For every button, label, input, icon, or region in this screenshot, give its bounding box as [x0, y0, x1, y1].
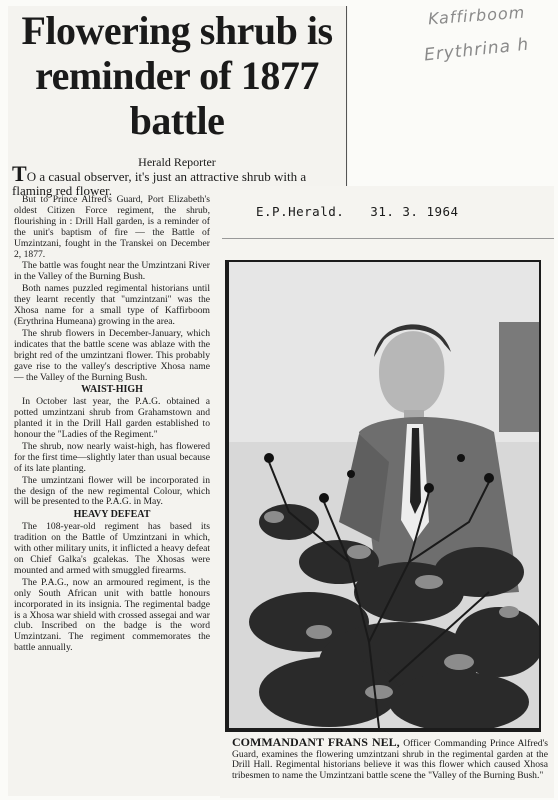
article-paragraph: The P.A.G., now an armoured regiment, is the only South African unit with battle honours incorporated in its insignia. The regimental badge is a Xhosa war shield with crossed assegai and war club. Inscribed on the badge is the word Umzintzani. The regiment commemorates the battle annually.	[14, 576, 210, 654]
article-paragraph: The 108-year-old regiment has based its tradition on the Battle of Umzintzani in which, with other military units, it inflicted a heavy defeat on Chief Galka's gcalekas. The Xhosas were mounted and armed with smuggled firearms.	[14, 521, 210, 576]
article-subhead: WAIST-HIGH	[81, 384, 143, 396]
dateline	[256, 204, 459, 219]
caption-lead: COMMANDANT FRANS NEL,	[232, 735, 400, 749]
handwritten-note-2: Erythrina h	[423, 34, 531, 66]
clipping-edge-rule	[346, 6, 347, 186]
dateline-paper: E.P.Herald.	[256, 204, 345, 219]
article-body	[14, 195, 210, 655]
article-paragraph: In October last year, the P.A.G. obtained a potted umzintzani shrub from Grahamstown and planted it in the Drill Hall garden established to honour the "Ladies of the Regiment."	[14, 396, 210, 441]
headline: Flowering shrub is reminder of 1877 battle	[21, 8, 333, 143]
byline: Herald Reporter	[138, 155, 216, 169]
article-subhead: HEAVY DEFEAT	[73, 509, 151, 521]
article-paragraph: The umzintzani flower will be incorporated in the design of the new regimental Colour, which will be presented to the P.A.G. in May.	[14, 474, 210, 508]
lede-text: O a casual observer, it's just an attractive shrub with a flaming red flower.	[12, 169, 307, 198]
lede-dropcap: T	[12, 161, 27, 186]
article-paragraph: The battle was fought near the Umzintzani River in the Valley of the Burning Bush.	[14, 260, 210, 283]
article-paragraph: The shrub flowers in December-January, which indicates that the battle scene was ablaze with the bright red of the umzintzani flower. This probably gave rise to the valley's descriptive Xhosa name — the Valley of the Burning Bush.	[14, 327, 210, 383]
article-paragraph: The shrub, now nearly waist-high, has flowered for the first time—slightly later than usual because of its late planting.	[14, 440, 210, 474]
article-paragraph: Both names puzzled regimental historians until they learnt recently that "umzintzani" was the Xhosa name for a small type of Kaffirboom (Erythrina Humeana) growing in the area.	[14, 283, 210, 327]
photo-caption	[232, 737, 548, 781]
dashed-cut-line	[222, 238, 554, 239]
photo-commandant-with-shrub	[229, 262, 539, 728]
handwritten-note-1: Kaffirboom	[427, 2, 526, 29]
article-paragraph: But to Prince Alfred's Guard, Port Elizabeth's oldest Citizen Force regiment, the shrub, flourishing in : Drill Hall garden, is a reminder of the unit's baptism of fire — the Battle of Umzintzani, fought in the Transkei on December 2, 1877.	[14, 194, 210, 260]
photo-illustration	[229, 262, 539, 728]
dateline-date: 31. 3. 1964	[370, 204, 459, 219]
caption-text: Officer Commanding Prince Alfred's Guard, examines the flowering umzintzani shrub in the regimental garden at the Drill Hall. Regimental historians believe it was this flower which caused Xhosa tribesmen to name the Umzintzani battle scene the "Valley of the Burning Bush."	[232, 738, 548, 781]
